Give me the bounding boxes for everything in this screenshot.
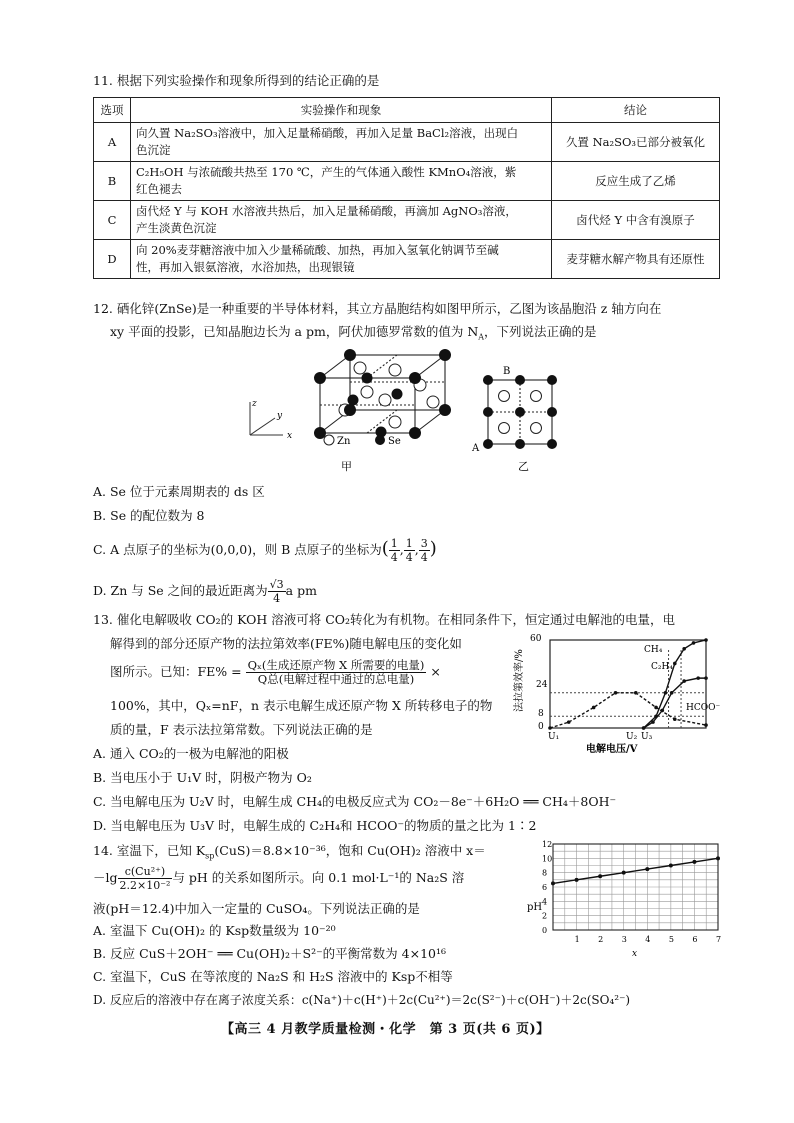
row-operation: C₂H₅OH 与浓硫酸共热至 170 ℃，产生的气体通入酸性 KMnO₄溶液，紫 红色褪去 <box>131 162 552 201</box>
svg-text:A: A <box>472 443 480 454</box>
svg-text:B: B <box>503 366 511 377</box>
svg-text:z: z <box>252 399 257 409</box>
svg-text:U₁: U₁ <box>548 732 560 742</box>
ph-series-point <box>622 871 626 875</box>
series-point <box>642 726 646 730</box>
svg-text:Zn: Zn <box>337 436 351 447</box>
ph-ytick: 2 <box>542 911 548 921</box>
row-operation: 卤代烃 Y 与 KOH 水溶液共热后，加入足量稀硝酸，再滴加 AgNO₃溶液， 产生淡黄色沉淀 <box>131 201 552 240</box>
svg-text:x: x <box>287 431 293 441</box>
series-point <box>548 726 552 730</box>
svg-text:60: 60 <box>530 634 542 644</box>
series-point <box>692 641 696 645</box>
series-point <box>651 720 655 724</box>
header-option: 选项 <box>94 98 131 123</box>
ph-xtick: 7 <box>716 935 722 944</box>
table-row <box>94 162 720 201</box>
series-point <box>673 662 677 666</box>
series-point <box>664 691 668 695</box>
svg-text:乙: 乙 <box>518 460 529 473</box>
svg-text:U₃: U₃ <box>641 732 653 742</box>
ph-ytick: 0 <box>542 926 548 935</box>
series-point <box>614 691 618 695</box>
q13-option-c: C. 当电解电压为 U₂V 时，电解生成 CH₄的电极反应式为 CO₂－8e⁻＋6H₂O ══ CH₄＋8OH⁻ <box>93 794 617 809</box>
header-operation: 实验操作和现象 <box>131 98 552 123</box>
header-conclusion: 结论 <box>552 98 720 123</box>
q14-line3: 液(pH＝12.4)中加入一定量的 CuSO₄。下列说法正确的是 <box>93 901 420 916</box>
series-point <box>704 676 708 680</box>
series-point <box>654 706 658 710</box>
svg-text:C₂H₄: C₂H₄ <box>651 662 673 672</box>
table-row <box>94 123 720 162</box>
q14-option-a: A. 室温下 Cu(OH)₂ 的 Ksp数量级为 10⁻²⁰ <box>93 923 336 938</box>
ph-series-point <box>551 881 555 885</box>
svg-text:电解电压/V: 电解电压/V <box>586 744 638 755</box>
ph-series-point <box>645 867 649 871</box>
series-point <box>673 717 677 721</box>
row-option: B <box>94 162 131 201</box>
q13-option-a: A. 通入 CO₂的一极为电解池的阳极 <box>93 746 289 761</box>
svg-text:法拉第效率/%: 法拉第效率/% <box>514 649 525 712</box>
ph-ytick: 10 <box>542 854 553 864</box>
q13-option-d: D. 当电解电压为 U₃V 时，电解生成的 C₂H₄和 HCOO⁻的物质的量之比为 1∶2 <box>93 818 537 833</box>
svg-text:pH: pH <box>527 902 543 913</box>
q12-option-c: C. A 点原子的坐标为(0,0,0)，则 B 点原子的坐标为( $\frac{1}{4}$ , $\frac{1}{4}$ , $\frac{3}{4}$ ) <box>93 537 437 564</box>
series-point <box>704 638 708 642</box>
fe-chart <box>508 632 723 757</box>
ph-xtick: 4 <box>645 935 651 944</box>
row-option: A <box>94 123 131 162</box>
row-operation: 向 20%麦芽糖溶液中加入少量稀硫酸、加热，再加入氢氧化钠调节至碱 性，再加入银氨溶液，水浴加热，出现银镜 <box>131 240 552 279</box>
q11-table <box>93 97 720 279</box>
ph-xtick: 6 <box>692 935 698 944</box>
table-row <box>94 240 720 279</box>
svg-text:HCOO⁻: HCOO⁻ <box>686 703 721 713</box>
q13-line2: 解得到的部分还原产物的法拉第效率(FE%)随电解电压的变化如 <box>110 636 462 651</box>
svg-text:CH₄: CH₄ <box>644 645 663 655</box>
series-point <box>670 691 674 695</box>
row-conclusion: 麦芽糖水解产物具有还原性 <box>552 240 720 279</box>
row-conclusion: 久置 Na₂SO₃已部分被氧化 <box>552 123 720 162</box>
series-point <box>567 720 571 724</box>
ph-xtick: 5 <box>668 935 674 944</box>
series-line-HCOO⁻ <box>550 693 706 728</box>
row-conclusion: 反应生成了乙烯 <box>552 162 720 201</box>
row-conclusion: 卤代烃 Y 中含有溴原子 <box>552 201 720 240</box>
ph-series-point <box>598 874 602 878</box>
ph-ytick: 8 <box>542 868 548 878</box>
ph-ytick: 6 <box>542 883 548 892</box>
q14-line1: 14. 室温下，已知 $K_{sp}(CuS)=8.8\times 10^{-36}$，饱和 Cu(OH)₂ 溶液中 x＝ <box>93 843 486 861</box>
ph-series-point <box>669 864 673 868</box>
svg-text:U₂: U₂ <box>626 732 638 742</box>
q14-line2: －lg $\frac{\text{c(Cu²⁺)}}{\text{2.2×10⁻²}}$ 与 pH 的关系如图所示。向 0.1 mol·L⁻¹的 Na₂S 溶 <box>93 865 465 892</box>
svg-text:Se: Se <box>388 436 401 447</box>
ph-ytick: 12 <box>542 840 553 849</box>
fe-plot-frame <box>550 640 706 728</box>
q12-line1: 12. 硒化锌(ZnSe)是一种重要的半导体材料，其立方晶胞结构如图甲所示，乙图为该晶胞沿 z 轴方向在 <box>93 301 662 316</box>
svg-text:x: x <box>632 949 638 958</box>
svg-text:24: 24 <box>536 680 548 690</box>
q12-line2: xy 平面的投影，已知晶胞边长为 a pm，阿伏加德罗常数的值为 $N_A$，下列说法正确的是 <box>110 324 597 342</box>
q13-line4: 100%，其中，Qₓ=nF，n 表示电解生成还原产物 X 所转移电子的物 <box>110 698 493 713</box>
ph-xtick: 1 <box>574 935 580 944</box>
svg-text:8: 8 <box>538 709 544 719</box>
series-point <box>592 706 596 710</box>
series-point <box>696 676 700 680</box>
q13-option-b: B. 当电压小于 U₁V 时，阴极产物为 O₂ <box>93 770 312 785</box>
svg-text:0: 0 <box>538 722 544 732</box>
row-option: D <box>94 240 131 279</box>
q12-option-d: D. Zn 与 Se 之间的最近距离为 $\frac{√3}{4}$ a pm <box>93 578 317 605</box>
ph-series-point <box>692 860 696 864</box>
series-point <box>634 691 638 695</box>
q14-option-c: C. 室温下，CuS 在等浓度的 Na₂S 和 H₂S 溶液中的 Ksp不相等 <box>93 969 453 984</box>
svg-text:y: y <box>277 411 283 421</box>
row-option: C <box>94 201 131 240</box>
table-header-row <box>94 98 720 123</box>
q13-line3: 图所示。已知：FE% = $\frac{\text{Qₓ(生成还原产物 X 所需要的电量)}}{\text{Q总(电解过程中通过的总电量)}}$ × <box>110 658 441 686</box>
series-point <box>682 679 686 683</box>
series-point <box>682 647 686 651</box>
series-point <box>704 723 708 727</box>
ph-ytick: 4 <box>542 897 548 907</box>
ph-xtick: 3 <box>621 935 627 944</box>
q12-option-b: B. Se 的配位数为 8 <box>93 508 205 523</box>
table-row <box>94 201 720 240</box>
ph-chart <box>525 838 725 958</box>
se-legend-icon <box>375 435 385 445</box>
q13-line1: 13. 催化电解吸收 CO₂的 KOH 溶液可将 CO₂转化为有机物。在相同条件下，恒定通过电解池的电量，电 <box>93 612 676 627</box>
crystal-figures <box>235 340 575 480</box>
row-operation: 向久置 Na₂SO₃溶液中，加入足量稀硝酸，再加入足量 BaCl₂溶液，出现白 色沉淀 <box>131 123 552 162</box>
q14-option-b: B. 反应 CuS＋2OH⁻ ══ Cu(OH)₂＋S²⁻的平衡常数为 4×10¹⁶ <box>93 946 447 961</box>
ph-series-point <box>575 878 579 882</box>
page-footer: 【高三 4 月教学质量检测・化学 第 3 页(共 6 页)】 <box>221 1022 550 1037</box>
svg-text:甲: 甲 <box>341 460 352 473</box>
q12-option-a: A. Se 位于元素周期表的 ds 区 <box>93 484 265 499</box>
ph-xtick: 2 <box>598 935 604 944</box>
q13-line5: 质的量，F 表示法拉第常数。下列说法正确的是 <box>110 722 373 737</box>
ph-series-point <box>716 856 720 860</box>
q11-stem: 11. 根据下列实验操作和现象所得到的结论正确的是 <box>93 73 380 88</box>
q14-option-d: D. 反应后的溶液中存在离子浓度关系：c(Na⁺)＋c(H⁺)＋2c(Cu²⁺)＝2c(S²⁻)＋c(OH⁻)＋2c(SO₄²⁻) <box>93 993 631 1007</box>
zn-legend-icon <box>324 435 334 445</box>
